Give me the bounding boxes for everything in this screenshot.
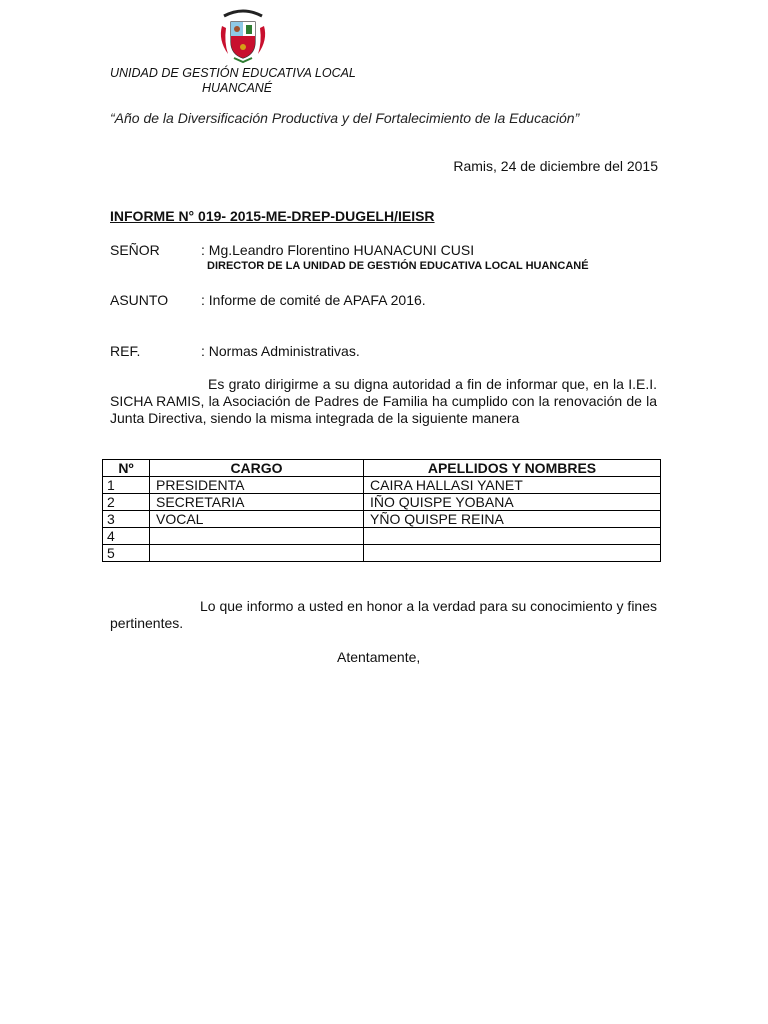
row-full-name	[364, 545, 661, 562]
subject-value: : Informe de comité de APAFA 2016.	[201, 292, 426, 308]
row-number: 5	[103, 545, 150, 562]
office-name-line1: UNIDAD DE GESTIÓN EDUCATIVA LOCAL	[110, 66, 356, 80]
closing-salutation: Atentamente,	[337, 649, 421, 665]
table-row	[103, 511, 661, 528]
intro-paragraph: Es grato dirigirme a su digna autoridad a fin de informar que, en la I.E.I. SICHA RAMIS, la Asociación de Padres de Familia ha cumplido con la renovación de la Junta Directiva, siendo la misma integrada de la siguiente manera	[110, 376, 657, 426]
table-row	[103, 545, 661, 562]
row-number: 1	[103, 477, 150, 494]
closing-paragraph: Lo que informo a usted en honor a la verdad para su conocimiento y fines pertinentes.	[110, 598, 657, 631]
recipient-title: DIRECTOR DE LA UNIDAD DE GESTIÓN EDUCATIVA LOCAL HUANCANÉ	[207, 260, 589, 272]
table-row	[103, 494, 661, 511]
row-position	[150, 545, 364, 562]
row-position: VOCAL	[150, 511, 364, 528]
ref-label: REF.	[110, 343, 141, 359]
recipient-name: : Mg.Leandro Florentino HUANACUNI CUSI	[201, 242, 475, 258]
row-number: 2	[103, 494, 150, 511]
row-full-name: CAIRA HALLASI YANET	[364, 477, 661, 494]
coat-of-arms-logo	[216, 6, 270, 64]
table-header-row	[103, 460, 661, 477]
committee-table	[102, 459, 661, 562]
header-full-name: APELLIDOS Y NOMBRES	[364, 460, 661, 477]
header-position: CARGO	[150, 460, 364, 477]
header-number: Nº	[103, 460, 150, 477]
ref-value: : Normas Administrativas.	[201, 343, 360, 359]
recipient-label: SEÑOR	[110, 242, 160, 258]
office-name-line2: HUANCANÉ	[202, 81, 273, 95]
row-number: 4	[103, 528, 150, 545]
report-number: INFORME N° 019- 2015-ME-DREP-DUGELH/IEISR	[110, 208, 435, 224]
table-row	[103, 528, 661, 545]
row-position	[150, 528, 364, 545]
row-number: 3	[103, 511, 150, 528]
row-full-name: YÑO QUISPE REINA	[364, 511, 661, 528]
row-position: PRESIDENTA	[150, 477, 364, 494]
row-full-name: IÑO QUISPE YOBANA	[364, 494, 661, 511]
row-position: SECRETARIA	[150, 494, 364, 511]
table-row	[103, 477, 661, 494]
row-full-name	[364, 528, 661, 545]
year-motto: “Año de la Diversificación Productiva y del Fortalecimiento de la Educación”	[110, 110, 580, 126]
subject-label: ASUNTO	[110, 292, 169, 308]
place-date: Ramis, 24 de diciembre del 2015	[453, 158, 658, 174]
